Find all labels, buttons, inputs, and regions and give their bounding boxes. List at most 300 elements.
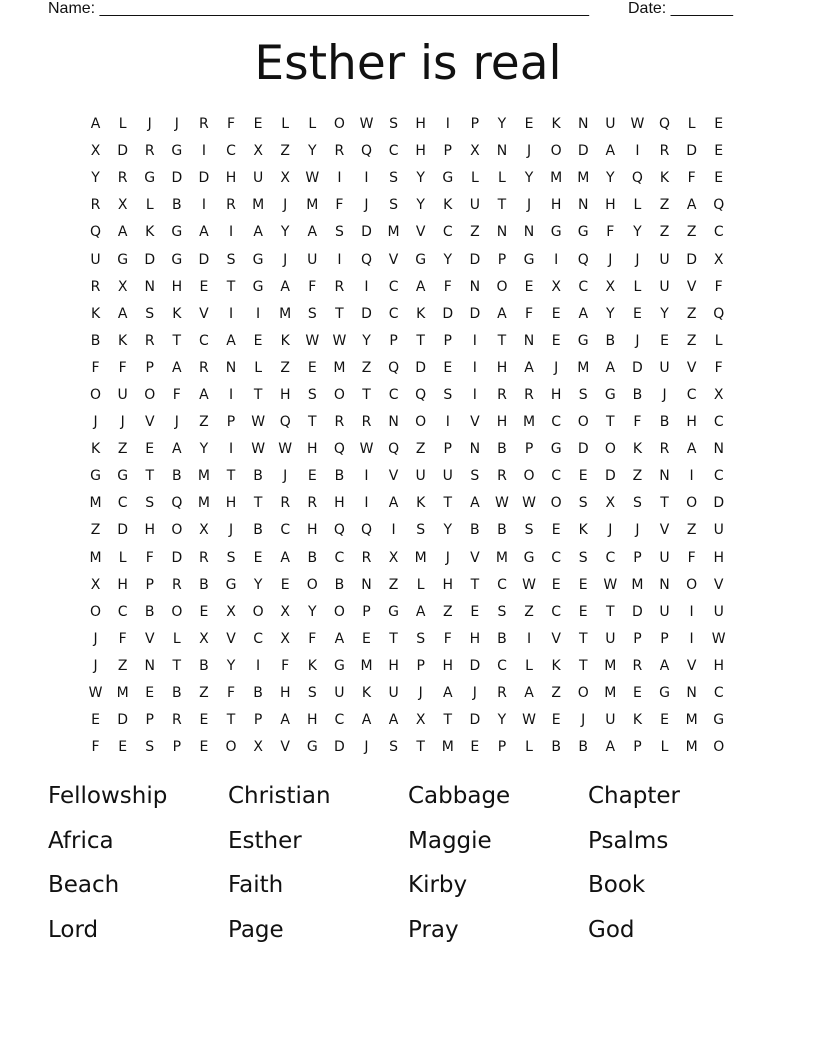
- word-bank-item: Faith: [228, 872, 284, 898]
- grid-letter: F: [633, 414, 642, 431]
- grid-letter: C: [253, 630, 263, 647]
- grid-letter: G: [171, 251, 183, 268]
- grid-letter: K: [280, 332, 290, 349]
- grid-letter: Z: [90, 522, 101, 539]
- grid-letter: H: [713, 657, 724, 674]
- grid-letter: E: [660, 712, 669, 729]
- word-bank-item: Psalms: [588, 827, 669, 854]
- grid-letter: S: [145, 495, 155, 512]
- grid-letter: O: [577, 414, 589, 431]
- grid-letter: Q: [388, 359, 400, 376]
- grid-row: [82, 463, 733, 490]
- grid-letter: G: [442, 170, 454, 187]
- grid-letter: Q: [631, 170, 643, 187]
- grid-letter: L: [633, 278, 642, 295]
- grid-letter: I: [472, 359, 477, 376]
- grid-letter: R: [659, 143, 670, 160]
- grid-letter: S: [578, 549, 588, 566]
- name-field: Name: _______________________________________________________: [48, 0, 589, 17]
- grid-letter: E: [551, 576, 561, 593]
- grid-letter: C: [686, 386, 697, 403]
- word-bank-item: God: [588, 916, 635, 943]
- grid-letter: B: [497, 522, 507, 539]
- grid-letter: M: [577, 170, 590, 187]
- grid-letter: A: [605, 359, 616, 376]
- grid-letter: A: [686, 441, 697, 458]
- date-field: Date: _______: [628, 0, 733, 17]
- grid-letter: J: [526, 143, 532, 160]
- grid-letter: P: [145, 576, 154, 593]
- grid-letter: J: [228, 522, 234, 539]
- grid-letter: J: [283, 251, 288, 268]
- grid-letter: E: [551, 712, 561, 729]
- grid-letter: J: [635, 332, 640, 349]
- grid-letter: N: [469, 278, 481, 295]
- grid-letter: S: [307, 305, 317, 322]
- grid-letter: W: [359, 441, 374, 458]
- grid-letter: P: [416, 657, 425, 674]
- grid-letter: V: [659, 522, 670, 539]
- grid-letter: E: [253, 116, 263, 133]
- grid-letter: R: [497, 468, 507, 485]
- grid-letter: Q: [659, 116, 671, 133]
- grid-letter: F: [145, 549, 154, 566]
- grid-letter: Q: [360, 251, 372, 268]
- grid-letter: W: [522, 712, 536, 729]
- grid-letter: V: [470, 549, 480, 566]
- grid-letter: T: [578, 657, 588, 674]
- grid-letter: X: [117, 278, 128, 295]
- word-bank-item: Lord: [48, 916, 99, 943]
- grid-row: [82, 436, 733, 463]
- word-bank-item: Page: [228, 916, 284, 943]
- grid-letter: I: [445, 414, 450, 431]
- grid-letter: U: [605, 712, 616, 729]
- grid-row: [82, 545, 733, 572]
- grid-letter: P: [172, 739, 182, 756]
- grid-letter: X: [605, 278, 616, 295]
- grid-letter: V: [144, 630, 155, 647]
- grid-letter: D: [117, 522, 129, 539]
- grid-letter: G: [550, 441, 562, 458]
- grid-letter: O: [686, 576, 698, 593]
- grid-row: [82, 328, 733, 355]
- grid-row: [82, 517, 733, 544]
- grid-letter: G: [252, 278, 264, 295]
- grid-letter: I: [256, 657, 261, 674]
- grid-letter: K: [416, 305, 426, 322]
- grid-letter: R: [632, 657, 643, 674]
- grid-letter: Z: [280, 359, 290, 376]
- grid-letter: J: [364, 197, 369, 214]
- grid-letter: J: [581, 712, 586, 729]
- grid-row: [82, 409, 733, 436]
- grid-letter: N: [659, 468, 670, 485]
- grid-letter: N: [577, 197, 589, 214]
- grid-letter: N: [577, 116, 589, 133]
- grid-letter: C: [497, 576, 507, 593]
- grid-letter: R: [307, 495, 318, 512]
- grid-letter: G: [415, 251, 427, 268]
- word-bank-item: Pray: [408, 916, 459, 943]
- grid-letter: R: [524, 386, 534, 403]
- grid-letter: W: [522, 576, 536, 593]
- grid-letter: I: [337, 251, 342, 268]
- grid-letter: K: [90, 441, 101, 458]
- grid-letter: Z: [442, 603, 453, 620]
- grid-letter: O: [333, 116, 345, 133]
- grid-letter: T: [497, 332, 507, 349]
- grid-row: [82, 219, 733, 246]
- grid-letter: J: [120, 414, 125, 431]
- grid-letter: F: [281, 657, 290, 674]
- grid-letter: R: [361, 414, 372, 431]
- grid-letter: E: [578, 576, 588, 593]
- grid-letter: E: [714, 170, 724, 187]
- grid-letter: J: [174, 414, 179, 431]
- grid-letter: S: [226, 251, 236, 268]
- grid-letter: C: [226, 143, 236, 160]
- grid-letter: R: [144, 143, 155, 160]
- grid-letter: K: [551, 657, 561, 674]
- grid-letter: R: [280, 495, 291, 512]
- grid-letter: A: [117, 305, 128, 322]
- grid-letter: R: [361, 549, 372, 566]
- grid-letter: Y: [443, 251, 453, 268]
- grid-letter: I: [201, 143, 206, 160]
- grid-letter: X: [199, 522, 209, 539]
- grid-letter: H: [144, 522, 155, 539]
- grid-letter: H: [496, 359, 508, 376]
- grid-letter: Z: [686, 522, 697, 539]
- grid-letter: D: [171, 170, 183, 187]
- grid-letter: Y: [226, 657, 236, 674]
- grid-letter: G: [117, 468, 129, 485]
- grid-letter: P: [362, 603, 371, 620]
- grid-letter: O: [333, 603, 345, 620]
- grid-letter: I: [554, 251, 559, 268]
- grid-row: [82, 707, 733, 734]
- grid-letter: A: [659, 657, 670, 674]
- grid-letter: Z: [632, 468, 643, 485]
- grid-letter: H: [469, 630, 481, 647]
- grid-letter: G: [306, 739, 318, 756]
- grid-letter: D: [117, 712, 129, 729]
- grid-letter: C: [551, 549, 562, 566]
- grid-letter: T: [389, 630, 398, 647]
- grid-row: [82, 192, 733, 219]
- grid-letter: M: [685, 712, 698, 729]
- grid-letter: G: [171, 224, 183, 241]
- grid-letter: U: [659, 549, 670, 566]
- grid-letter: E: [145, 441, 155, 458]
- grid-letter: D: [334, 739, 345, 756]
- grid-row: [82, 111, 733, 138]
- grid-letter: E: [632, 305, 642, 322]
- grid-letter: T: [226, 712, 236, 729]
- grid-letter: B: [199, 657, 209, 674]
- grid-letter: D: [469, 305, 481, 322]
- grid-letter: M: [604, 685, 617, 702]
- grid-letter: W: [522, 495, 536, 512]
- grid-letter: I: [635, 143, 640, 160]
- grid-letter: B: [144, 603, 155, 620]
- grid-letter: B: [253, 522, 263, 539]
- grid-row: [82, 274, 733, 301]
- grid-letter: V: [144, 414, 155, 431]
- grid-letter: C: [199, 332, 209, 349]
- grid-letter: J: [635, 251, 640, 268]
- grid-letter: A: [361, 712, 372, 729]
- grid-letter: T: [335, 305, 344, 322]
- grid-letter: P: [226, 414, 236, 431]
- grid-letter: C: [388, 278, 399, 295]
- grid-letter: R: [90, 197, 101, 214]
- grid-letter: L: [633, 197, 642, 214]
- grid-letter: T: [443, 712, 453, 729]
- word-bank-item: Beach: [48, 872, 120, 898]
- grid-letter: H: [307, 712, 318, 729]
- grid-letter: K: [172, 305, 182, 322]
- grid-letter: J: [93, 657, 98, 674]
- grid-letter: K: [307, 657, 317, 674]
- grid-letter: Y: [362, 332, 371, 349]
- grid-letter: C: [388, 143, 399, 160]
- grid-letter: J: [472, 685, 477, 702]
- grid-letter: E: [199, 603, 209, 620]
- grid-letter: D: [361, 305, 372, 322]
- grid-letter: B: [497, 441, 507, 458]
- grid-letter: B: [334, 576, 345, 593]
- grid-letter: D: [144, 251, 156, 268]
- grid-letter: X: [415, 712, 426, 729]
- grid-letter: U: [659, 359, 670, 376]
- grid-letter: C: [551, 414, 562, 431]
- grid-letter: N: [496, 224, 508, 241]
- grid-letter: G: [577, 224, 589, 241]
- grid-letter: O: [415, 414, 427, 431]
- grid-letter: W: [88, 685, 103, 702]
- grid-letter: Q: [577, 251, 589, 268]
- grid-letter: C: [605, 549, 616, 566]
- grid-letter: E: [280, 576, 290, 593]
- grid-letter: I: [364, 170, 369, 187]
- grid-letter: T: [145, 468, 155, 485]
- grid-letter: O: [252, 603, 264, 620]
- grid-letter: E: [91, 712, 100, 729]
- grid-letter: C: [334, 549, 345, 566]
- grid-letter: G: [252, 251, 264, 268]
- grid-row: [82, 653, 733, 680]
- grid-letter: L: [172, 630, 181, 647]
- word-bank-item: Christian: [228, 783, 331, 809]
- grid-letter: B: [253, 685, 263, 702]
- grid-letter: M: [441, 739, 454, 756]
- grid-letter: M: [550, 170, 563, 187]
- grid-letter: T: [226, 468, 236, 485]
- grid-letter: Y: [606, 305, 615, 322]
- grid-letter: P: [253, 712, 263, 729]
- grid-letter: O: [171, 603, 183, 620]
- grid-letter: A: [226, 332, 236, 349]
- grid-letter: Q: [279, 414, 291, 431]
- word-bank: [48, 778, 768, 956]
- grid-row: [82, 355, 733, 382]
- grid-letter: H: [550, 386, 562, 403]
- grid-letter: D: [361, 224, 372, 241]
- grid-letter: A: [605, 143, 616, 160]
- word-bank-item: Cabbage: [408, 783, 511, 809]
- grid-letter: A: [524, 359, 534, 376]
- grid-letter: Q: [713, 305, 725, 322]
- grid-letter: F: [687, 170, 696, 187]
- grid-letter: H: [307, 522, 318, 539]
- grid-letter: B: [470, 522, 480, 539]
- grid-letter: K: [118, 332, 128, 349]
- grid-letter: J: [283, 197, 288, 214]
- grid-letter: W: [305, 332, 320, 349]
- grid-letter: Z: [117, 657, 128, 674]
- grid-letter: N: [496, 143, 508, 160]
- grid-letter: Z: [524, 603, 534, 620]
- grid-letter: F: [714, 278, 723, 295]
- grid-letter: D: [604, 468, 616, 485]
- grid-letter: F: [443, 278, 452, 295]
- grid-letter: K: [361, 685, 372, 702]
- grid-letter: R: [199, 116, 209, 133]
- grid-letter: Z: [470, 224, 480, 241]
- grid-letter: I: [526, 630, 532, 647]
- grid-letter: X: [388, 549, 399, 566]
- grid-letter: L: [118, 116, 127, 133]
- grid-letter: A: [388, 712, 399, 729]
- grid-letter: B: [172, 197, 182, 214]
- grid-letter: E: [199, 278, 209, 295]
- grid-letter: P: [145, 359, 154, 376]
- grid-letter: I: [364, 495, 369, 512]
- letter-grid: [82, 111, 733, 761]
- grid-letter: S: [416, 630, 426, 647]
- grid-letter: A: [117, 224, 128, 241]
- grid-letter: E: [714, 116, 724, 133]
- grid-letter: S: [145, 305, 155, 322]
- grid-letter: T: [660, 495, 669, 512]
- grid-letter: F: [687, 549, 696, 566]
- grid-letter: G: [225, 576, 237, 593]
- grid-letter: B: [578, 739, 589, 756]
- grid-letter: Y: [524, 170, 534, 187]
- grid-letter: B: [334, 468, 345, 485]
- grid-letter: H: [442, 576, 454, 593]
- grid-letter: Z: [686, 224, 697, 241]
- grid-letter: L: [470, 170, 479, 187]
- grid-letter: W: [332, 332, 347, 349]
- grid-row: [82, 165, 733, 192]
- grid-letter: P: [633, 549, 642, 566]
- grid-letter: J: [526, 197, 532, 214]
- grid-letter: M: [414, 549, 427, 566]
- grid-letter: L: [281, 116, 290, 133]
- grid-letter: S: [578, 386, 588, 403]
- grid-letter: V: [388, 468, 399, 485]
- grid-letter: S: [497, 603, 507, 620]
- grid-letter: I: [337, 170, 342, 187]
- grid-letter: C: [388, 386, 399, 403]
- grid-letter: I: [689, 468, 694, 485]
- grid-letter: H: [496, 414, 508, 431]
- grid-letter: Q: [360, 143, 372, 160]
- grid-letter: Q: [90, 224, 102, 241]
- grid-letter: C: [578, 278, 589, 295]
- grid-letter: T: [416, 332, 425, 349]
- grid-letter: V: [415, 224, 426, 241]
- grid-letter: N: [361, 576, 372, 593]
- grid-letter: J: [662, 386, 667, 403]
- grid-letter: O: [604, 441, 616, 458]
- grid-letter: J: [283, 468, 288, 485]
- grid-letter: E: [362, 630, 371, 647]
- grid-letter: T: [606, 603, 615, 620]
- grid-letter: R: [171, 576, 182, 593]
- grid-letter: E: [253, 549, 263, 566]
- grid-letter: C: [280, 522, 291, 539]
- grid-letter: F: [91, 359, 100, 376]
- grid-letter: A: [172, 441, 182, 458]
- grid-letter: N: [469, 441, 481, 458]
- grid-letter: R: [171, 712, 182, 729]
- grid-letter: A: [90, 116, 101, 133]
- grid-letter: R: [144, 332, 155, 349]
- grid-letter: N: [144, 278, 155, 295]
- grid-letter: C: [117, 495, 128, 512]
- grid-letter: E: [551, 522, 561, 539]
- grid-letter: C: [713, 468, 724, 485]
- grid-letter: B: [90, 332, 101, 349]
- grid-letter: Z: [388, 576, 399, 593]
- grid-letter: E: [470, 603, 480, 620]
- grid-letter: M: [685, 739, 698, 756]
- grid-letter: M: [306, 197, 319, 214]
- grid-letter: O: [306, 576, 318, 593]
- grid-letter: C: [334, 712, 345, 729]
- grid-letter: P: [470, 116, 480, 133]
- grid-letter: P: [633, 630, 642, 647]
- grid-letter: S: [389, 739, 399, 756]
- grid-letter: T: [416, 739, 425, 756]
- grid-letter: I: [256, 305, 261, 322]
- grid-letter: T: [226, 278, 236, 295]
- grid-letter: B: [659, 414, 670, 431]
- grid-letter: H: [117, 576, 128, 593]
- grid-letter: W: [251, 414, 266, 431]
- grid-letter: J: [93, 414, 98, 431]
- grid-letter: Z: [199, 414, 209, 431]
- grid-letter: M: [252, 197, 265, 214]
- grid-letter: J: [147, 116, 152, 133]
- grid-letter: O: [713, 739, 725, 756]
- grid-letter: Y: [91, 170, 100, 187]
- grid-letter: H: [334, 495, 345, 512]
- grid-letter: M: [631, 576, 644, 593]
- grid-letter: X: [280, 603, 290, 620]
- grid-letter: E: [714, 143, 724, 160]
- grid-letter: G: [117, 251, 129, 268]
- grid-letter: D: [469, 657, 481, 674]
- grid-letter: A: [199, 224, 209, 241]
- grid-letter: A: [199, 386, 209, 403]
- grid-letter: D: [198, 170, 210, 187]
- grid-letter: J: [608, 251, 613, 268]
